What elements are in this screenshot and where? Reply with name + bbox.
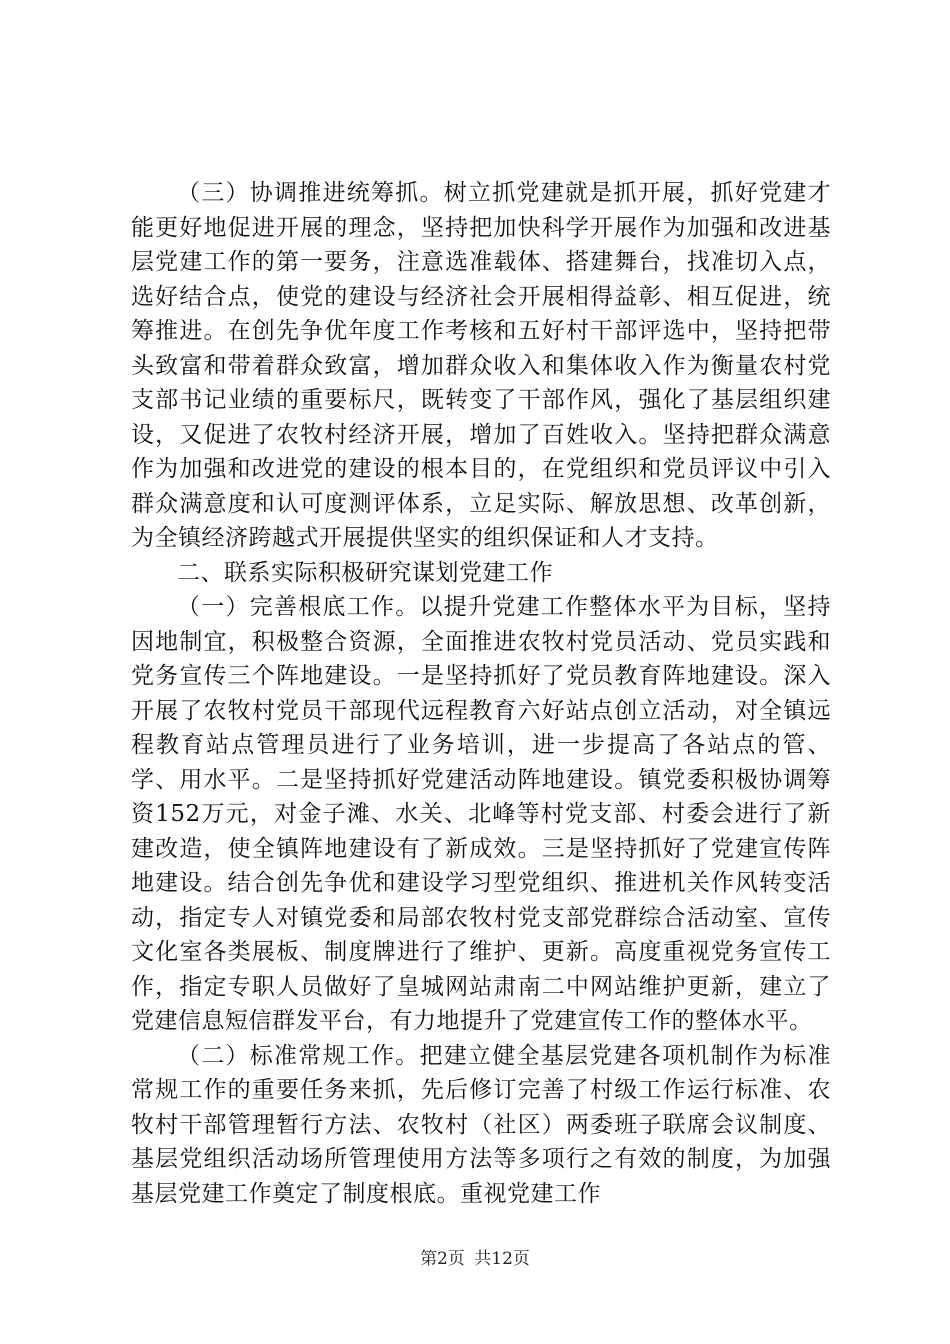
page-number: 第2页 [420,1249,465,1269]
page-footer [0,1244,950,1269]
section-heading-two: 二、联系实际积极研究谋划党建工作 [177,559,553,586]
paragraph-basic-work: （一）完善根底工作。以提升党建工作整体水平为目标，坚持因地制宜，积极整合资源，全面推进农牧村党员活动、党员实践和党务宣传三个阵地建设。一是坚持抓好了党员教育阵地建设。深入开展了农牧村党员干部现代远程教育六好站点创立活动，对全镇远程教育站点管理员进行了业务培训，进一步提高了各站点的管、学、用水平。二是坚持抓好党建活动阵地建设。镇党委积极协调筹资152万元，对金子滩、水关、北峰等村党支部、村委会进行了新建改造，使全镇阵地建设有了新成效。三是坚持抓好了党建宣传阵地建设。结合创先争优和建设学习型党组织、推进机关作风转变活动，指定专人对镇党委和局部农牧村党支部党群综合活动室、宣传文化室各类展板、制度牌进行了维护、更新。高度重视党务宣传工作，指定专职人员做好了皇城网站肃南二中网站维护更新，建立了党建信息短信群发平台，有力地提升了党建宣传工作的整体水平。 [131,594,831,1034]
paragraph-coordinate-promotion: （三）协调推进统筹抓。树立抓党建就是抓开展，抓好党建才能更好地促进开展的理念，坚持把加快科学开展作为加强和改进基层党建工作的第一要务，注意选准载体、搭建舞台，找准切入点，选好结合点，使党的建设与经济社会开展相得益彰、相互促进，统筹推进。在创先争优年度工作考核和五好村干部评选中，坚持把带头致富和带着群众致富，增加群众收入和集体收入作为衡量农村党支部书记业绩的重要标尺，既转变了干部作风，强化了基层组织建设，又促进了农牧村经济开展，增加了百姓收入。坚持把群众满意作为加强和改进党的建设的根本目的，在党组织和党员评议中引入群众满意度和认可度测评体系，立足实际、解放思想、改革创新，为全镇经济跨越式开展提供坚实的组织保证和人才支持。 [131,180,831,551]
paragraph-routine-work: （二）标准常规工作。把建立健全基层党建各项机制作为标准常规工作的重要任务来抓，先后修订完善了村级工作运行标准、农牧村干部管理暂行方法、农牧村（社区）两委班子联席会议制度、基层党组织活动场所管理使用方法等多项行之有效的制度，为加强基层党建工作奠定了制度根底。重视党建工作 [131,1042,831,1207]
page-total: 共12页 [474,1249,530,1269]
document-body [131,176,831,1211]
